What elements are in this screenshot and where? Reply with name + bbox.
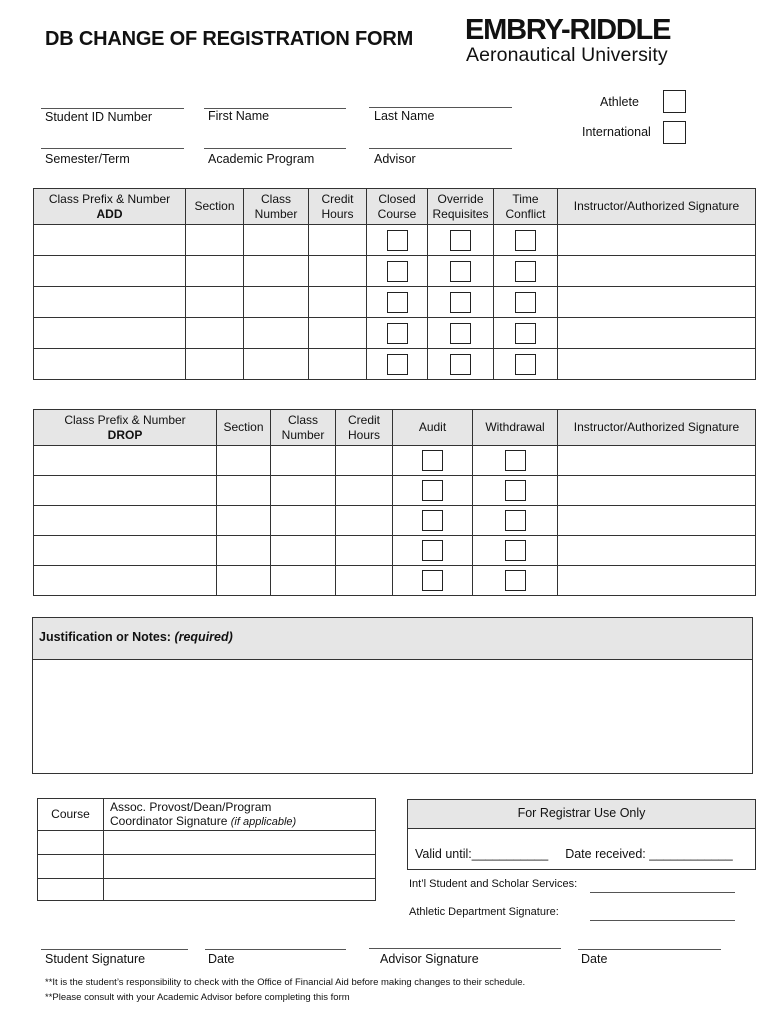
drop-audit-cell bbox=[393, 476, 473, 506]
drop-col-credit-hours: Credit Hours bbox=[336, 410, 393, 446]
override-requisites-checkbox[interactable] bbox=[450, 292, 471, 313]
drop-section-cell[interactable] bbox=[217, 566, 271, 596]
add-row bbox=[34, 225, 756, 256]
first-name-label: First Name bbox=[208, 109, 270, 123]
time-conflict-checkbox[interactable] bbox=[515, 230, 536, 251]
drop-col-audit: Audit bbox=[393, 410, 473, 446]
add-override-cell bbox=[428, 287, 494, 318]
date-received-field[interactable]: Date received: ____________ bbox=[565, 847, 733, 861]
notes-required: (required) bbox=[174, 630, 233, 644]
drop-prefix-cell[interactable] bbox=[34, 446, 217, 476]
drop-credit-cell[interactable] bbox=[336, 536, 393, 566]
add-signature-cell[interactable] bbox=[558, 287, 756, 318]
provost-signature-cell[interactable] bbox=[104, 831, 376, 855]
add-credit-cell[interactable] bbox=[309, 225, 367, 256]
drop-prefix-cell[interactable] bbox=[34, 476, 217, 506]
add-prefix-cell[interactable] bbox=[34, 256, 186, 287]
add-signature-cell[interactable] bbox=[558, 318, 756, 349]
withdrawal-checkbox[interactable] bbox=[505, 570, 526, 591]
add-credit-cell[interactable] bbox=[309, 349, 367, 380]
notes-input-area[interactable] bbox=[33, 660, 752, 773]
drop-signature-cell[interactable] bbox=[558, 506, 756, 536]
last-name-field[interactable] bbox=[369, 107, 512, 108]
drop-col-class-number: Class Number bbox=[271, 410, 336, 446]
course-table-header bbox=[38, 799, 376, 831]
course-row bbox=[38, 831, 376, 855]
add-row bbox=[34, 287, 756, 318]
drop-section-cell[interactable] bbox=[217, 476, 271, 506]
drop-withdrawal-cell bbox=[473, 566, 558, 596]
add-classes-table bbox=[33, 188, 756, 380]
drop-credit-cell[interactable] bbox=[336, 476, 393, 506]
course-col: Course bbox=[38, 799, 104, 831]
add-credit-cell[interactable] bbox=[309, 318, 367, 349]
footnote-advisor: **Please consult with your Academic Advisor before completing this form bbox=[45, 992, 350, 1003]
provost-signature-col: Assoc. Provost/Dean/Program Coordinator Signature (if applicable) bbox=[104, 799, 376, 831]
semester-label: Semester/Term bbox=[45, 152, 130, 166]
time-conflict-checkbox[interactable] bbox=[515, 261, 536, 282]
registrar-box bbox=[407, 799, 756, 870]
add-row bbox=[34, 318, 756, 349]
withdrawal-checkbox[interactable] bbox=[505, 450, 526, 471]
add-col-prefix: Class Prefix & Number ADD bbox=[34, 189, 186, 225]
override-requisites-checkbox[interactable] bbox=[450, 230, 471, 251]
audit-checkbox[interactable] bbox=[422, 570, 443, 591]
drop-row bbox=[34, 536, 756, 566]
international-checkbox[interactable] bbox=[663, 121, 686, 144]
add-closed-cell bbox=[367, 318, 428, 349]
closed-course-checkbox[interactable] bbox=[387, 292, 408, 313]
add-col-closed-course: Closed Course bbox=[367, 189, 428, 225]
date2-line[interactable] bbox=[578, 949, 721, 950]
drop-prefix-cell[interactable] bbox=[34, 536, 217, 566]
add-override-cell bbox=[428, 318, 494, 349]
drop-withdrawal-cell bbox=[473, 536, 558, 566]
student-signature-line[interactable] bbox=[41, 949, 188, 950]
override-requisites-checkbox[interactable] bbox=[450, 261, 471, 282]
time-conflict-checkbox[interactable] bbox=[515, 354, 536, 375]
drop-credit-cell[interactable] bbox=[336, 506, 393, 536]
course-row bbox=[38, 879, 376, 901]
add-credit-cell[interactable] bbox=[309, 256, 367, 287]
drop-signature-cell[interactable] bbox=[558, 536, 756, 566]
add-col-section: Section bbox=[186, 189, 244, 225]
student-id-label: Student ID Number bbox=[45, 110, 152, 124]
add-section-cell[interactable] bbox=[186, 256, 244, 287]
add-class-number-cell[interactable] bbox=[244, 225, 309, 256]
add-section-cell[interactable] bbox=[186, 318, 244, 349]
audit-checkbox[interactable] bbox=[422, 540, 443, 561]
logo-subtitle: Aeronautical University bbox=[466, 44, 668, 66]
add-col-class-number: Class Number bbox=[244, 189, 309, 225]
advisor-field[interactable] bbox=[369, 148, 512, 149]
audit-checkbox[interactable] bbox=[422, 510, 443, 531]
athlete-checkbox[interactable] bbox=[663, 90, 686, 113]
drop-class-number-cell[interactable] bbox=[271, 566, 336, 596]
drop-withdrawal-cell bbox=[473, 476, 558, 506]
course-cell[interactable] bbox=[38, 879, 104, 901]
drop-row bbox=[34, 566, 756, 596]
athlete-label: Athlete bbox=[600, 95, 639, 109]
drop-classes-table bbox=[33, 409, 756, 596]
add-signature-cell[interactable] bbox=[558, 256, 756, 287]
add-col-override: Override Requisites bbox=[428, 189, 494, 225]
provost-signature-cell[interactable] bbox=[104, 879, 376, 901]
add-label: ADD bbox=[96, 206, 123, 221]
closed-course-checkbox[interactable] bbox=[387, 323, 408, 344]
course-row bbox=[38, 855, 376, 879]
add-closed-cell bbox=[367, 256, 428, 287]
add-closed-cell bbox=[367, 349, 428, 380]
semester-field[interactable] bbox=[41, 148, 184, 149]
add-section-cell[interactable] bbox=[186, 225, 244, 256]
justification-notes-box bbox=[32, 617, 753, 774]
athletic-label: Athletic Department Signature: bbox=[409, 906, 559, 918]
add-row bbox=[34, 256, 756, 287]
audit-checkbox[interactable] bbox=[422, 450, 443, 471]
add-row bbox=[34, 349, 756, 380]
drop-audit-cell bbox=[393, 566, 473, 596]
add-class-number-cell[interactable] bbox=[244, 349, 309, 380]
drop-col-section: Section bbox=[217, 410, 271, 446]
closed-course-checkbox[interactable] bbox=[387, 354, 408, 375]
drop-withdrawal-cell bbox=[473, 506, 558, 536]
add-prefix-cell[interactable] bbox=[34, 287, 186, 318]
withdrawal-checkbox[interactable] bbox=[505, 540, 526, 561]
page-title: DB CHANGE OF REGISTRATION FORM bbox=[45, 28, 414, 50]
advisor-signature-label: Advisor Signature bbox=[380, 952, 479, 966]
logo-wordmark: EMBRY-RIDDLE bbox=[465, 14, 671, 46]
notes-header bbox=[33, 618, 752, 660]
drop-class-number-cell[interactable] bbox=[271, 536, 336, 566]
add-time-cell bbox=[494, 318, 558, 349]
closed-course-checkbox[interactable] bbox=[387, 230, 408, 251]
notes-label: Justification or Notes: bbox=[39, 630, 175, 644]
course-cell[interactable] bbox=[38, 831, 104, 855]
date1-label: Date bbox=[208, 952, 235, 966]
footnote-financial-aid: **It is the student’s responsibility to check with the Office of Financial Aid before making changes to their schedule. bbox=[45, 977, 526, 988]
valid-until-field[interactable]: Valid until:___________ bbox=[415, 847, 549, 861]
drop-row bbox=[34, 476, 756, 506]
advisor-signature-line[interactable] bbox=[369, 948, 561, 949]
add-col-time-conflict: Time Conflict bbox=[494, 189, 558, 225]
provost-signature-cell[interactable] bbox=[104, 855, 376, 879]
drop-signature-cell[interactable] bbox=[558, 476, 756, 506]
add-prefix-cell[interactable] bbox=[34, 318, 186, 349]
add-credit-cell[interactable] bbox=[309, 287, 367, 318]
date2-label: Date bbox=[581, 952, 608, 966]
date1-line[interactable] bbox=[205, 949, 346, 950]
add-closed-cell bbox=[367, 225, 428, 256]
last-name-label: Last Name bbox=[374, 109, 435, 123]
drop-section-cell[interactable] bbox=[217, 536, 271, 566]
drop-signature-cell[interactable] bbox=[558, 446, 756, 476]
course-approval-table bbox=[37, 798, 376, 901]
add-override-cell bbox=[428, 225, 494, 256]
program-field[interactable] bbox=[204, 148, 346, 149]
add-class-number-cell[interactable] bbox=[244, 318, 309, 349]
audit-checkbox[interactable] bbox=[422, 480, 443, 501]
time-conflict-checkbox[interactable] bbox=[515, 292, 536, 313]
drop-credit-cell[interactable] bbox=[336, 566, 393, 596]
drop-class-number-cell[interactable] bbox=[271, 446, 336, 476]
add-signature-cell[interactable] bbox=[558, 349, 756, 380]
closed-course-checkbox[interactable] bbox=[387, 261, 408, 282]
drop-class-number-cell[interactable] bbox=[271, 506, 336, 536]
add-table-header bbox=[34, 189, 756, 225]
drop-col-signature: Instructor/Authorized Signature bbox=[558, 410, 756, 446]
student-signature-label: Student Signature bbox=[45, 952, 146, 966]
athletic-signature-line[interactable] bbox=[590, 920, 735, 921]
add-closed-cell bbox=[367, 287, 428, 318]
add-section-cell[interactable] bbox=[186, 349, 244, 380]
drop-prefix-cell[interactable] bbox=[34, 566, 217, 596]
drop-section-cell[interactable] bbox=[217, 506, 271, 536]
drop-withdrawal-cell bbox=[473, 446, 558, 476]
add-section-cell[interactable] bbox=[186, 287, 244, 318]
add-time-cell bbox=[494, 287, 558, 318]
student-id-field[interactable] bbox=[41, 108, 184, 109]
drop-class-number-cell[interactable] bbox=[271, 476, 336, 506]
time-conflict-checkbox[interactable] bbox=[515, 323, 536, 344]
add-col-credit-hours: Credit Hours bbox=[309, 189, 367, 225]
add-override-cell bbox=[428, 349, 494, 380]
drop-row bbox=[34, 506, 756, 536]
registrar-fields bbox=[408, 829, 755, 861]
add-override-cell bbox=[428, 256, 494, 287]
intl-services-label: Int’l Student and Scholar Services: bbox=[409, 878, 578, 890]
drop-col-prefix: Class Prefix & Number DROP bbox=[34, 410, 217, 446]
add-class-number-cell[interactable] bbox=[244, 287, 309, 318]
add-prefix-cell[interactable] bbox=[34, 225, 186, 256]
drop-signature-cell[interactable] bbox=[558, 566, 756, 596]
add-class-number-cell[interactable] bbox=[244, 256, 309, 287]
registrar-title: For Registrar Use Only bbox=[408, 800, 755, 829]
add-col-signature: Instructor/Authorized Signature bbox=[558, 189, 756, 225]
withdrawal-checkbox[interactable] bbox=[505, 480, 526, 501]
program-label: Academic Program bbox=[208, 152, 315, 166]
drop-table-header bbox=[34, 410, 756, 446]
international-label: International bbox=[582, 125, 651, 139]
drop-prefix-cell[interactable] bbox=[34, 506, 217, 536]
drop-label: DROP bbox=[107, 427, 143, 442]
intl-services-signature-line[interactable] bbox=[590, 892, 735, 893]
drop-audit-cell bbox=[393, 536, 473, 566]
drop-audit-cell bbox=[393, 506, 473, 536]
add-signature-cell[interactable] bbox=[558, 225, 756, 256]
drop-section-cell[interactable] bbox=[217, 446, 271, 476]
drop-row bbox=[34, 446, 756, 476]
drop-col-withdrawal: Withdrawal bbox=[473, 410, 558, 446]
add-time-cell bbox=[494, 349, 558, 380]
override-requisites-checkbox[interactable] bbox=[450, 323, 471, 344]
drop-audit-cell bbox=[393, 446, 473, 476]
add-time-cell bbox=[494, 256, 558, 287]
drop-credit-cell[interactable] bbox=[336, 446, 393, 476]
withdrawal-checkbox[interactable] bbox=[505, 510, 526, 531]
add-time-cell bbox=[494, 225, 558, 256]
advisor-label: Advisor bbox=[374, 152, 416, 166]
override-requisites-checkbox[interactable] bbox=[450, 354, 471, 375]
add-prefix-cell[interactable] bbox=[34, 349, 186, 380]
course-cell[interactable] bbox=[38, 855, 104, 879]
